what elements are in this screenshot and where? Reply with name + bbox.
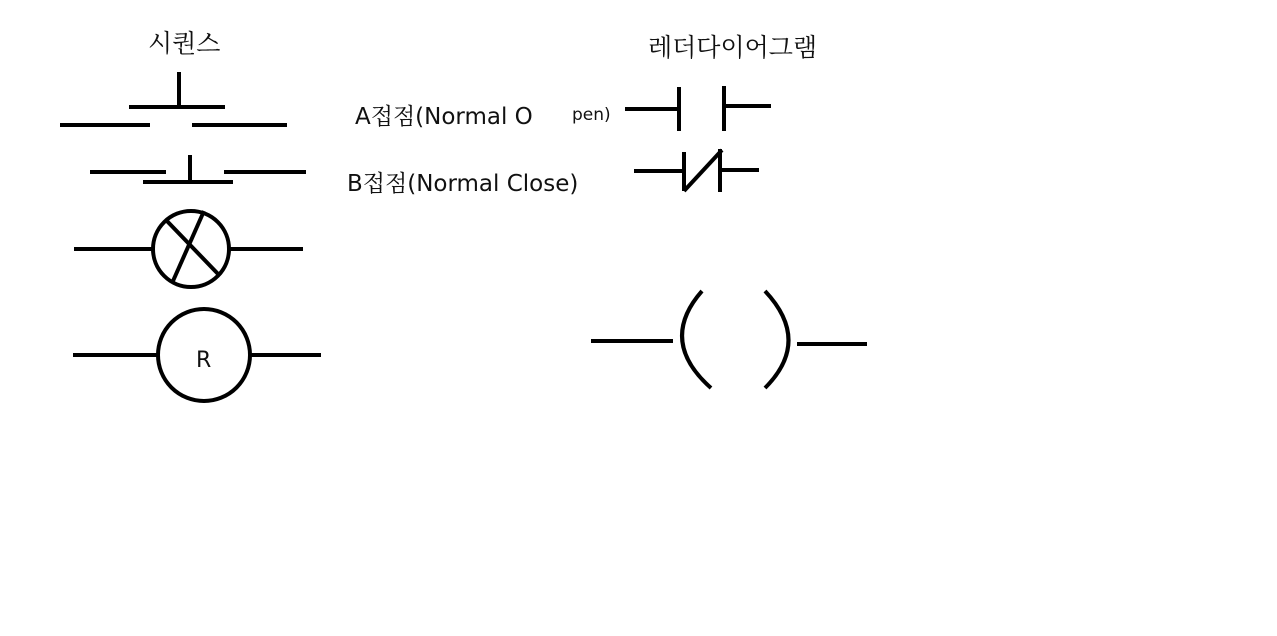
sequence-a-contact-symbol (60, 72, 287, 125)
sequence-b-contact-symbol (90, 155, 306, 182)
ladder-b-contact-symbol (634, 149, 759, 192)
b-contact-label: B접점(Normal Close) (347, 171, 579, 197)
ladder-a-contact-symbol (625, 86, 771, 131)
a-contact-label: A접점(Normal O (355, 104, 533, 130)
sequence-lamp-symbol (74, 211, 303, 287)
ladder-heading: 레더다이어그램 (648, 33, 818, 62)
relay-label: R (196, 348, 212, 373)
sequence-relay-symbol (73, 309, 321, 401)
sequence-heading: 시퀀스 (148, 29, 221, 58)
ladder-coil-symbol (591, 291, 867, 388)
a-contact-label-tail: pen) (572, 105, 611, 125)
